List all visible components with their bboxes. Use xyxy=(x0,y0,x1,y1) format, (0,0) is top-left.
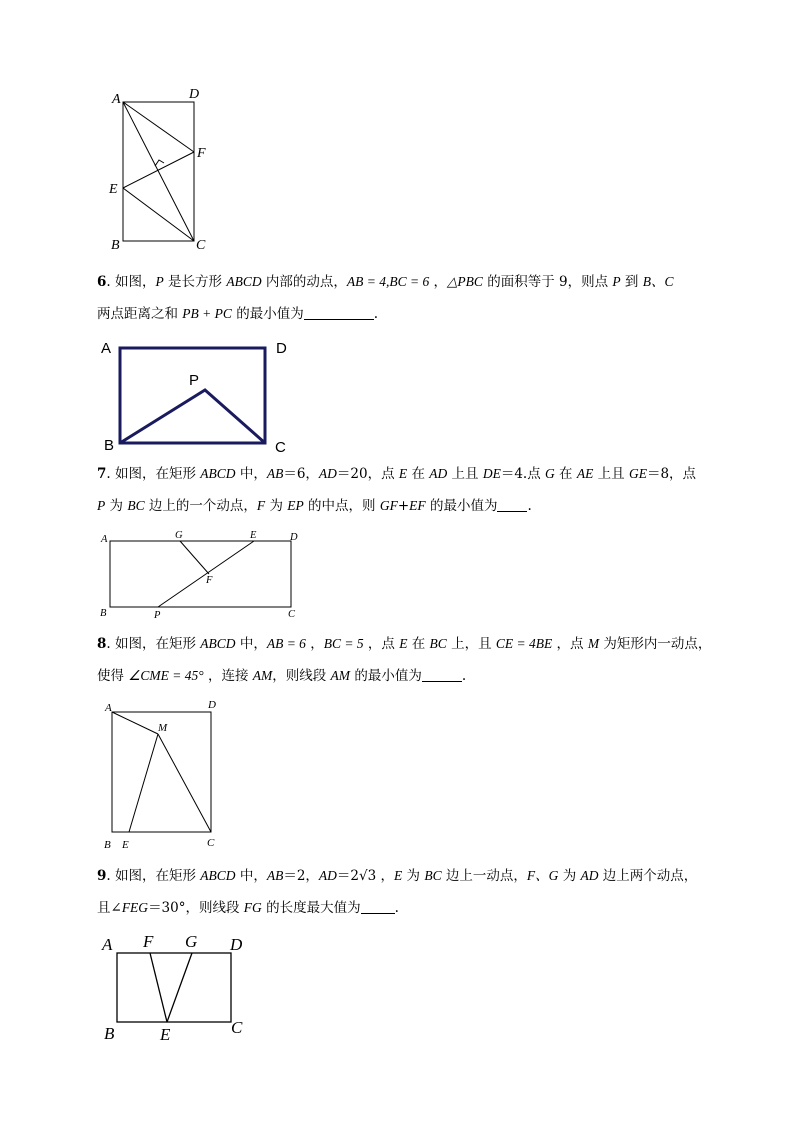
fig6-label-c: C xyxy=(275,439,286,456)
q8-line-2: 使得 ∠CME = 45° ，连接 AM，则线段 AM 的最小值为 . xyxy=(97,668,467,684)
q9-line-1: 9. 如图，在矩形 ABCD 中，AB＝2，AD＝2√3 ，E 为 BC 边上一动点，F、G 为 AD 边上两个动点， xyxy=(97,868,698,884)
fig6-label-a: A xyxy=(101,340,112,357)
fig9-label-e: E xyxy=(160,1025,171,1044)
fig9-label-d: D xyxy=(230,935,243,954)
fig7-label-d: D xyxy=(290,532,298,543)
q7-answer-blank[interactable] xyxy=(497,497,527,512)
q8-number: 8 xyxy=(97,636,107,652)
question-8 xyxy=(97,628,717,692)
q6-answer-blank[interactable] xyxy=(304,305,374,320)
q6-number: 6 xyxy=(97,274,107,290)
fig9-label-b: B xyxy=(104,1024,115,1043)
fig7-label-b: B xyxy=(100,608,107,619)
fig7-label-a: A xyxy=(101,534,108,545)
fig7-label-f: F xyxy=(206,575,213,586)
q9-answer-blank[interactable] xyxy=(361,899,395,914)
fig8-label-d: D xyxy=(208,699,216,711)
q9-line-2: 且∠FEG＝30°，则线段 FG 的长度最大值为 . xyxy=(97,900,399,916)
fig9-label-g: G xyxy=(185,932,198,951)
fig8-label-m: M xyxy=(158,722,168,734)
q7-line-2: P 为 BC 边上的一个动点，F 为 EP 的中点，则 GF+EF 的最小值为 . xyxy=(97,498,532,514)
fig1-label-c: C xyxy=(196,238,206,253)
fig1-label-a: A xyxy=(112,92,121,107)
fig7-label-p: P xyxy=(154,610,161,621)
fig7-label-e: E xyxy=(250,530,257,541)
question-9 xyxy=(97,860,717,924)
fig1-label-e: E xyxy=(109,182,118,197)
fig8-label-c: C xyxy=(207,837,215,849)
fig8-label-a: A xyxy=(105,702,112,714)
fig7-label-g: G xyxy=(175,530,183,541)
fig1-label-f: F xyxy=(197,146,206,161)
fig6-label-b: B xyxy=(104,437,115,454)
fig9-label-a: A xyxy=(102,935,113,954)
fig7-label-c: C xyxy=(288,609,296,620)
q6-line-1: 6. 如图，P 是长方形 ABCD 内部的动点，AB = 4,BC = 6 ，△PBC 的面积等于 9，则点 P 到 B、C xyxy=(97,274,674,290)
fig6-label-d: D xyxy=(276,340,287,357)
q7-line-1: 7. 如图，在矩形 ABCD 中，AB＝6，AD＝20，点 E 在 AD 上且 DE＝4.点 G 在 AE 上且 GE＝8，点 xyxy=(97,466,697,482)
fig1-label-d: D xyxy=(189,87,200,102)
q9-number: 9 xyxy=(97,868,107,884)
q8-line-1: 8. 如图，在矩形 ABCD 中，AB = 6 ，BC = 5 ，点 E 在 BC 上，且 CE = 4BE ，点 M 为矩形内一动点， xyxy=(97,636,712,652)
fig1-label-b: B xyxy=(111,238,120,253)
q7-number: 7 xyxy=(97,466,107,482)
q6-line-2: 两点距离之和 PB + PC 的最小值为 . xyxy=(97,306,378,322)
fig6-label-p: P xyxy=(189,372,200,389)
fig9-label-f: F xyxy=(143,932,154,951)
fig9-label-c: C xyxy=(231,1018,243,1037)
fig8-label-b: B xyxy=(104,839,111,851)
question-7 xyxy=(97,458,717,522)
question-6 xyxy=(97,266,717,330)
fig8-label-e: E xyxy=(122,839,129,851)
q8-answer-blank[interactable] xyxy=(422,667,462,682)
